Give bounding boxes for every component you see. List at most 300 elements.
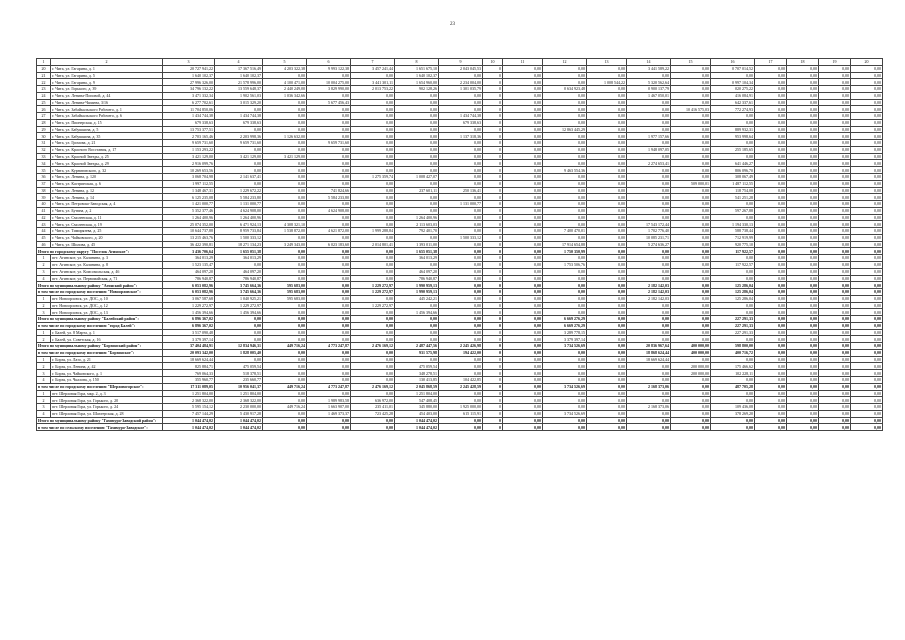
value-cell: 0,00 <box>851 180 883 187</box>
summary-value: 0,00 <box>819 417 851 424</box>
summary-value: 0 <box>483 282 503 289</box>
table-row <box>37 376 883 383</box>
value-cell: 0,00 <box>263 72 307 79</box>
summary-value: 6 053 082,96 <box>163 289 215 296</box>
value-cell: 0,00 <box>819 126 851 133</box>
value-cell: 0,00 <box>851 255 883 262</box>
value-cell: 0,00 <box>851 106 883 113</box>
value-cell: 10 085 231,71 <box>627 234 671 241</box>
value-cell: 1 487 112,55 <box>711 180 755 187</box>
table-row <box>37 336 883 343</box>
value-cell: 0,00 <box>587 86 627 93</box>
value-cell: 0,00 <box>755 336 787 343</box>
value-cell: 0,00 <box>755 370 787 377</box>
value-cell: 200 000,00 <box>671 370 711 377</box>
value-cell: 0,00 <box>819 146 851 153</box>
value-cell: 0,00 <box>307 221 351 228</box>
value-cell: 0,00 <box>711 302 755 309</box>
summary-value: 0 <box>483 322 503 329</box>
summary-label: в том числе по городскому поселению "Борзинское": <box>37 349 163 356</box>
value-cell: 10 269 653,56 <box>163 167 215 174</box>
value-cell: 104 422,85 <box>439 376 483 383</box>
value-cell: 0,00 <box>851 363 883 370</box>
value-cell: 0,00 <box>587 363 627 370</box>
value-cell: 0,00 <box>671 302 711 309</box>
value-cell: 0,00 <box>395 194 439 201</box>
summary-row <box>37 316 883 323</box>
value-cell: 2 368 322,00 <box>215 397 263 404</box>
value-cell: 0,00 <box>819 65 851 72</box>
value-cell: 0,00 <box>755 201 787 208</box>
value-cell: 4 100 471,00 <box>263 79 307 86</box>
value-cell: 345 880,00 <box>395 404 439 411</box>
value-cell: 0,00 <box>627 126 671 133</box>
summary-value: 0,00 <box>787 343 819 350</box>
value-cell: 0 <box>483 174 503 181</box>
value-cell: 36 422 390,81 <box>163 241 215 248</box>
value-cell: 0 <box>483 167 503 174</box>
value-cell: 2 182 142,03 <box>627 295 671 302</box>
value-cell: 1 456 394,66 <box>395 309 439 316</box>
value-cell: 0,00 <box>503 336 543 343</box>
value-cell: 0,00 <box>351 214 395 221</box>
summary-value: 0,00 <box>503 417 543 424</box>
column-number: 10 <box>483 59 503 66</box>
value-cell: 0,00 <box>439 214 483 221</box>
value-cell: 0,00 <box>439 174 483 181</box>
summary-value: 0,00 <box>755 417 787 424</box>
summary-value: 0,00 <box>395 322 439 329</box>
value-cell: 0,00 <box>819 404 851 411</box>
value-cell: 0,00 <box>627 180 671 187</box>
value-cell: 0,00 <box>627 390 671 397</box>
value-cell: 10 644 737,88 <box>163 228 215 235</box>
value-cell: 1 925 000,00 <box>439 404 483 411</box>
value-cell: 0 <box>483 79 503 86</box>
value-cell: 0,00 <box>671 79 711 86</box>
value-cell: 0,00 <box>787 201 819 208</box>
value-cell: 2 234 004,00 <box>439 79 483 86</box>
value-cell: 1 702 776,40 <box>627 228 671 235</box>
summary-value: 1 828 005,40 <box>215 349 263 356</box>
value-cell: 1 393 011,00 <box>395 241 439 248</box>
value-cell: 0,00 <box>543 356 587 363</box>
summary-value: 0,00 <box>787 349 819 356</box>
value-cell: 0,00 <box>503 194 543 201</box>
value-cell: 0,00 <box>307 201 351 208</box>
value-cell: 3 457 241,44 <box>351 65 395 72</box>
value-cell: 0,00 <box>755 228 787 235</box>
summary-value: 20 836 967,64 <box>627 343 671 350</box>
summary-value: 595 683,00 <box>263 282 307 289</box>
table-row <box>37 79 883 86</box>
value-cell: 0,00 <box>395 140 439 147</box>
value-cell: 0 <box>483 410 503 417</box>
summary-value: 117 922,57 <box>711 248 755 255</box>
table-row <box>37 146 883 153</box>
value-cell: 0 <box>483 86 503 93</box>
summary-value: 0,00 <box>671 322 711 329</box>
value-cell: 0,00 <box>787 214 819 221</box>
address-cell: г. Чита, ул. Смоленская, д. 11 <box>51 214 163 221</box>
value-cell: 0,00 <box>351 140 395 147</box>
value-cell: 0,00 <box>755 86 787 93</box>
value-cell: 1 456 394,66 <box>215 309 263 316</box>
value-cell: 1 989 983,58 <box>307 397 351 404</box>
address-cell: г. Балей, ул. 8 Марта, д. 1 <box>51 329 163 336</box>
value-cell: 0,00 <box>587 410 627 417</box>
address-cell: г. Чита, ул. Ленина, д. 120 <box>51 174 163 181</box>
summary-value: 0,00 <box>819 383 851 390</box>
value-cell: 0,00 <box>503 214 543 221</box>
summary-label: Итого по муниципальному району "Агинский район": <box>37 282 163 289</box>
value-cell: 0,00 <box>351 160 395 167</box>
value-cell: 0,00 <box>755 153 787 160</box>
value-cell: 0 <box>483 92 503 99</box>
value-cell: 0,00 <box>587 356 627 363</box>
value-cell: 0,00 <box>711 376 755 383</box>
value-cell: 0,00 <box>755 187 787 194</box>
value-cell: 7 457 144,29 <box>163 410 215 417</box>
value-cell: 0,00 <box>503 275 543 282</box>
value-cell: 0,00 <box>627 397 671 404</box>
value-cell: 3 289 778,15 <box>543 329 587 336</box>
value-cell: 0,00 <box>587 187 627 194</box>
summary-value: 0,00 <box>851 282 883 289</box>
value-cell: 0,00 <box>787 140 819 147</box>
value-cell: 0,00 <box>307 126 351 133</box>
value-cell: 679 338,63 <box>163 119 215 126</box>
value-cell: 0,00 <box>215 106 263 113</box>
value-cell: 235 660,77 <box>215 376 263 383</box>
value-cell: 0,00 <box>351 309 395 316</box>
value-cell: 17 543 172,44 <box>627 221 671 228</box>
value-cell: 0,00 <box>395 167 439 174</box>
summary-value: 0,00 <box>851 417 883 424</box>
value-cell: 0,00 <box>787 99 819 106</box>
value-cell: 2 274 653,41 <box>627 160 671 167</box>
column-number: 5 <box>263 59 307 66</box>
summary-value: 0,00 <box>787 316 819 323</box>
value-cell: 13 215 463,76 <box>163 234 215 241</box>
value-cell: 0,00 <box>755 65 787 72</box>
value-cell: 0,00 <box>787 356 819 363</box>
address-cell: пгт. Агинское, ул. Калинина, д. 8 <box>51 261 163 268</box>
value-cell: 10 416 575,03 <box>671 106 711 113</box>
value-cell: 0,00 <box>351 187 395 194</box>
value-cell: 0,00 <box>587 336 627 343</box>
value-cell: 0,00 <box>263 113 307 120</box>
value-cell: 0,00 <box>627 370 671 377</box>
value-cell: 0,00 <box>543 295 587 302</box>
value-cell: 7 400 470,01 <box>543 228 587 235</box>
address-cell: г. Чита, ул. Забайкальского Рабочего, д. 6 <box>51 113 163 120</box>
value-cell: 0,00 <box>307 302 351 309</box>
value-cell: 0,00 <box>439 336 483 343</box>
address-cell: пгт. Агинское, ул. Первомайская, д. 71 <box>51 275 163 282</box>
value-cell: 1 467 050,01 <box>627 92 671 99</box>
value-cell: 0,00 <box>503 79 543 86</box>
summary-value: 125 286,04 <box>711 289 755 296</box>
value-cell: 1 469 373,37 <box>307 410 351 417</box>
column-number: 13 <box>587 59 627 66</box>
summary-value: 1 044 474,02 <box>395 424 439 431</box>
value-cell: 0,00 <box>671 126 711 133</box>
summary-value: 0,00 <box>819 316 851 323</box>
value-cell: 5 584 233,80 <box>307 194 351 201</box>
value-cell: 0 <box>483 187 503 194</box>
address-cell: пгт. Новоорловск, ул. ДОС, д. 12 <box>51 302 163 309</box>
value-cell: 0,00 <box>263 146 307 153</box>
value-cell: 1 640 102,37 <box>215 72 263 79</box>
value-cell: 0,00 <box>755 174 787 181</box>
value-cell: 0,00 <box>819 221 851 228</box>
value-cell: 0,00 <box>215 336 263 343</box>
value-cell: 0,00 <box>351 234 395 241</box>
column-number: 15 <box>671 59 711 66</box>
value-cell: 0,00 <box>263 329 307 336</box>
value-cell: 0,00 <box>671 167 711 174</box>
table-row <box>37 207 883 214</box>
value-cell: 0,00 <box>503 221 543 228</box>
value-cell: 547 408,45 <box>395 397 439 404</box>
value-cell: 0,00 <box>543 113 587 120</box>
value-cell: 308 067,49 <box>711 174 755 181</box>
row-number: 32 <box>37 146 51 153</box>
column-number-row <box>37 59 883 66</box>
row-number: 46 <box>37 241 51 248</box>
address-cell: г. Чита, ул. Гагарина, д. 9 <box>51 79 163 86</box>
summary-value: 0,00 <box>819 289 851 296</box>
value-cell: 0,00 <box>543 153 587 160</box>
table-row <box>37 140 883 147</box>
value-cell: 0,00 <box>503 207 543 214</box>
value-cell: 0,00 <box>755 126 787 133</box>
value-cell: 0,00 <box>671 221 711 228</box>
summary-value: 18 868 624,44 <box>627 349 671 356</box>
table-row <box>37 119 883 126</box>
value-cell: 0,00 <box>263 160 307 167</box>
address-cell: г. Чита, ул. Ленина, д. 14 <box>51 194 163 201</box>
value-cell: 0,00 <box>819 268 851 275</box>
value-cell: 0,00 <box>851 140 883 147</box>
value-cell: 0,00 <box>263 99 307 106</box>
summary-value: 0,00 <box>307 289 351 296</box>
summary-value: 3 745 664,36 <box>215 289 263 296</box>
value-cell: 0,00 <box>671 255 711 262</box>
value-cell: 0,00 <box>395 119 439 126</box>
value-cell: 0,00 <box>671 295 711 302</box>
value-cell: 0,00 <box>587 167 627 174</box>
value-cell: 679 338,63 <box>215 119 263 126</box>
column-number: 19 <box>819 59 851 66</box>
value-cell: 0,00 <box>819 187 851 194</box>
value-cell: 0,00 <box>395 201 439 208</box>
value-cell: 2 141 637,41 <box>215 174 263 181</box>
value-cell: 0,00 <box>439 302 483 309</box>
summary-value: 0,00 <box>503 424 543 431</box>
value-cell: 0 <box>483 133 503 140</box>
table-row <box>37 329 883 336</box>
value-cell: 0,00 <box>671 336 711 343</box>
value-cell: 0,00 <box>819 255 851 262</box>
value-cell: 0,00 <box>671 65 711 72</box>
summary-row <box>37 383 883 390</box>
value-cell: 0,00 <box>307 370 351 377</box>
value-cell: 0,00 <box>307 329 351 336</box>
value-cell: 0,00 <box>819 397 851 404</box>
value-cell: 0,00 <box>395 99 439 106</box>
value-cell: 3 441 589,22 <box>627 65 671 72</box>
value-cell: 0,00 <box>587 140 627 147</box>
value-cell: 0 <box>483 140 503 147</box>
value-cell: 250 136,41 <box>439 187 483 194</box>
value-cell: 0,00 <box>351 255 395 262</box>
value-cell: 0,00 <box>755 146 787 153</box>
summary-label: в том числе по городскому поселению "Новоорловское": <box>37 289 163 296</box>
summary-value: 2 168 373,06 <box>627 383 671 390</box>
value-cell: 0 <box>483 302 503 309</box>
value-cell: 0,00 <box>671 113 711 120</box>
value-cell: 0,00 <box>503 234 543 241</box>
value-cell: 1 434 744,38 <box>163 113 215 120</box>
value-cell: 0,00 <box>627 174 671 181</box>
address-cell: г. Чита, ул. Забайкальского Рабочего, д. 1 <box>51 106 163 113</box>
value-cell: 0,00 <box>587 255 627 262</box>
row-number: 3 <box>37 268 51 275</box>
value-cell: 0,00 <box>671 201 711 208</box>
summary-value: 0,00 <box>627 316 671 323</box>
value-cell: 10 004 275,00 <box>307 79 351 86</box>
table-row <box>37 228 883 235</box>
value-cell: 0,00 <box>787 255 819 262</box>
value-cell: 9 993 122,38 <box>307 65 351 72</box>
value-cell: 4 624 908,00 <box>215 207 263 214</box>
value-cell: 825 884,71 <box>163 363 215 370</box>
table-row <box>37 153 883 160</box>
column-number: 8 <box>395 59 439 66</box>
value-cell: 0,00 <box>503 410 543 417</box>
value-cell: 0,00 <box>263 268 307 275</box>
value-cell: 0,00 <box>351 221 395 228</box>
value-cell: 0,00 <box>851 241 883 248</box>
value-cell: 0,00 <box>587 65 627 72</box>
table-row <box>37 404 883 411</box>
value-cell: 0,00 <box>543 99 587 106</box>
summary-value: 0,00 <box>587 248 627 255</box>
value-cell: 0,00 <box>755 275 787 282</box>
row-number: 4 <box>37 275 51 282</box>
summary-value: 0,00 <box>787 248 819 255</box>
value-cell: 0 <box>483 228 503 235</box>
value-cell: 0,00 <box>787 126 819 133</box>
value-cell: 0,00 <box>627 275 671 282</box>
value-cell: 0,00 <box>787 72 819 79</box>
value-cell: 0,00 <box>851 79 883 86</box>
value-cell: 0,00 <box>671 174 711 181</box>
value-cell: 0,00 <box>543 65 587 72</box>
summary-value: 0,00 <box>587 424 627 431</box>
address-cell: пгт. Агинское, ул. Комсомольская, д. 46 <box>51 268 163 275</box>
value-cell: 0,00 <box>587 234 627 241</box>
row-number: 30 <box>37 133 51 140</box>
value-cell: 0,00 <box>787 106 819 113</box>
value-cell: 0,00 <box>263 363 307 370</box>
value-cell: 0,00 <box>307 261 351 268</box>
value-cell: 227 291,33 <box>711 329 755 336</box>
value-cell: 0,00 <box>851 119 883 126</box>
column-number: 1 <box>37 59 51 66</box>
value-cell: 1 456 394,66 <box>163 309 215 316</box>
value-cell: 3 379 397,14 <box>543 336 587 343</box>
value-cell: 0,00 <box>819 234 851 241</box>
row-number: 2 <box>37 336 51 343</box>
value-cell: 9 659 731,60 <box>215 140 263 147</box>
value-cell: 0,00 <box>503 126 543 133</box>
summary-value: 0,00 <box>351 316 395 323</box>
table-row <box>37 106 883 113</box>
value-cell: 1 229 272,97 <box>351 302 395 309</box>
value-cell: 0,00 <box>439 261 483 268</box>
value-cell: 0,00 <box>543 214 587 221</box>
value-cell: 464 097,20 <box>163 268 215 275</box>
value-cell: 475 059,54 <box>215 363 263 370</box>
value-cell: 0,00 <box>439 167 483 174</box>
value-cell: 0,00 <box>543 201 587 208</box>
row-number: 25 <box>37 99 51 106</box>
summary-value: 0,00 <box>351 424 395 431</box>
value-cell: 0,00 <box>587 201 627 208</box>
summary-value: 0,00 <box>851 424 883 431</box>
value-cell: 0,00 <box>395 329 439 336</box>
value-cell: 0 <box>483 397 503 404</box>
value-cell: 0,00 <box>307 268 351 275</box>
value-cell: 0,00 <box>215 167 263 174</box>
value-cell: 0,00 <box>711 255 755 262</box>
summary-row <box>37 343 883 350</box>
value-cell: 0,00 <box>263 275 307 282</box>
summary-value: 4 773 247,87 <box>307 383 351 390</box>
value-cell: 0,00 <box>627 214 671 221</box>
value-cell: 102 228,11 <box>711 370 755 377</box>
address-cell: пгт. Шерловая Гора, ул. Горького, д. 24 <box>51 404 163 411</box>
value-cell: 0,00 <box>819 302 851 309</box>
summary-value: 0,00 <box>787 417 819 424</box>
summary-label: Итого по городскому округу "Поселок Агинское": <box>37 248 163 255</box>
value-cell: 0,00 <box>439 194 483 201</box>
value-cell: 0,00 <box>711 275 755 282</box>
row-number: 31 <box>37 140 51 147</box>
value-cell: 1 040 925,21 <box>215 295 263 302</box>
value-cell: 0,00 <box>307 92 351 99</box>
value-cell: 34 796 132,22 <box>163 86 215 93</box>
value-cell: 0,00 <box>587 146 627 153</box>
value-cell: 0,00 <box>543 268 587 275</box>
value-cell: 0,00 <box>787 92 819 99</box>
address-cell: г. Чита, ул. Смоленская, д. 19 <box>51 221 163 228</box>
summary-value: 1 990 959,13 <box>395 289 439 296</box>
summary-value: 0,00 <box>263 349 307 356</box>
value-cell: 130 413,85 <box>395 376 439 383</box>
value-cell: 1 421 000,77 <box>163 201 215 208</box>
value-cell: 0,00 <box>351 106 395 113</box>
value-cell: 0 <box>483 376 503 383</box>
value-cell: 0,00 <box>543 370 587 377</box>
page-number: 23 <box>450 22 455 27</box>
value-cell: 0,00 <box>755 113 787 120</box>
value-cell: 0,00 <box>439 180 483 187</box>
value-cell: 0,00 <box>263 390 307 397</box>
